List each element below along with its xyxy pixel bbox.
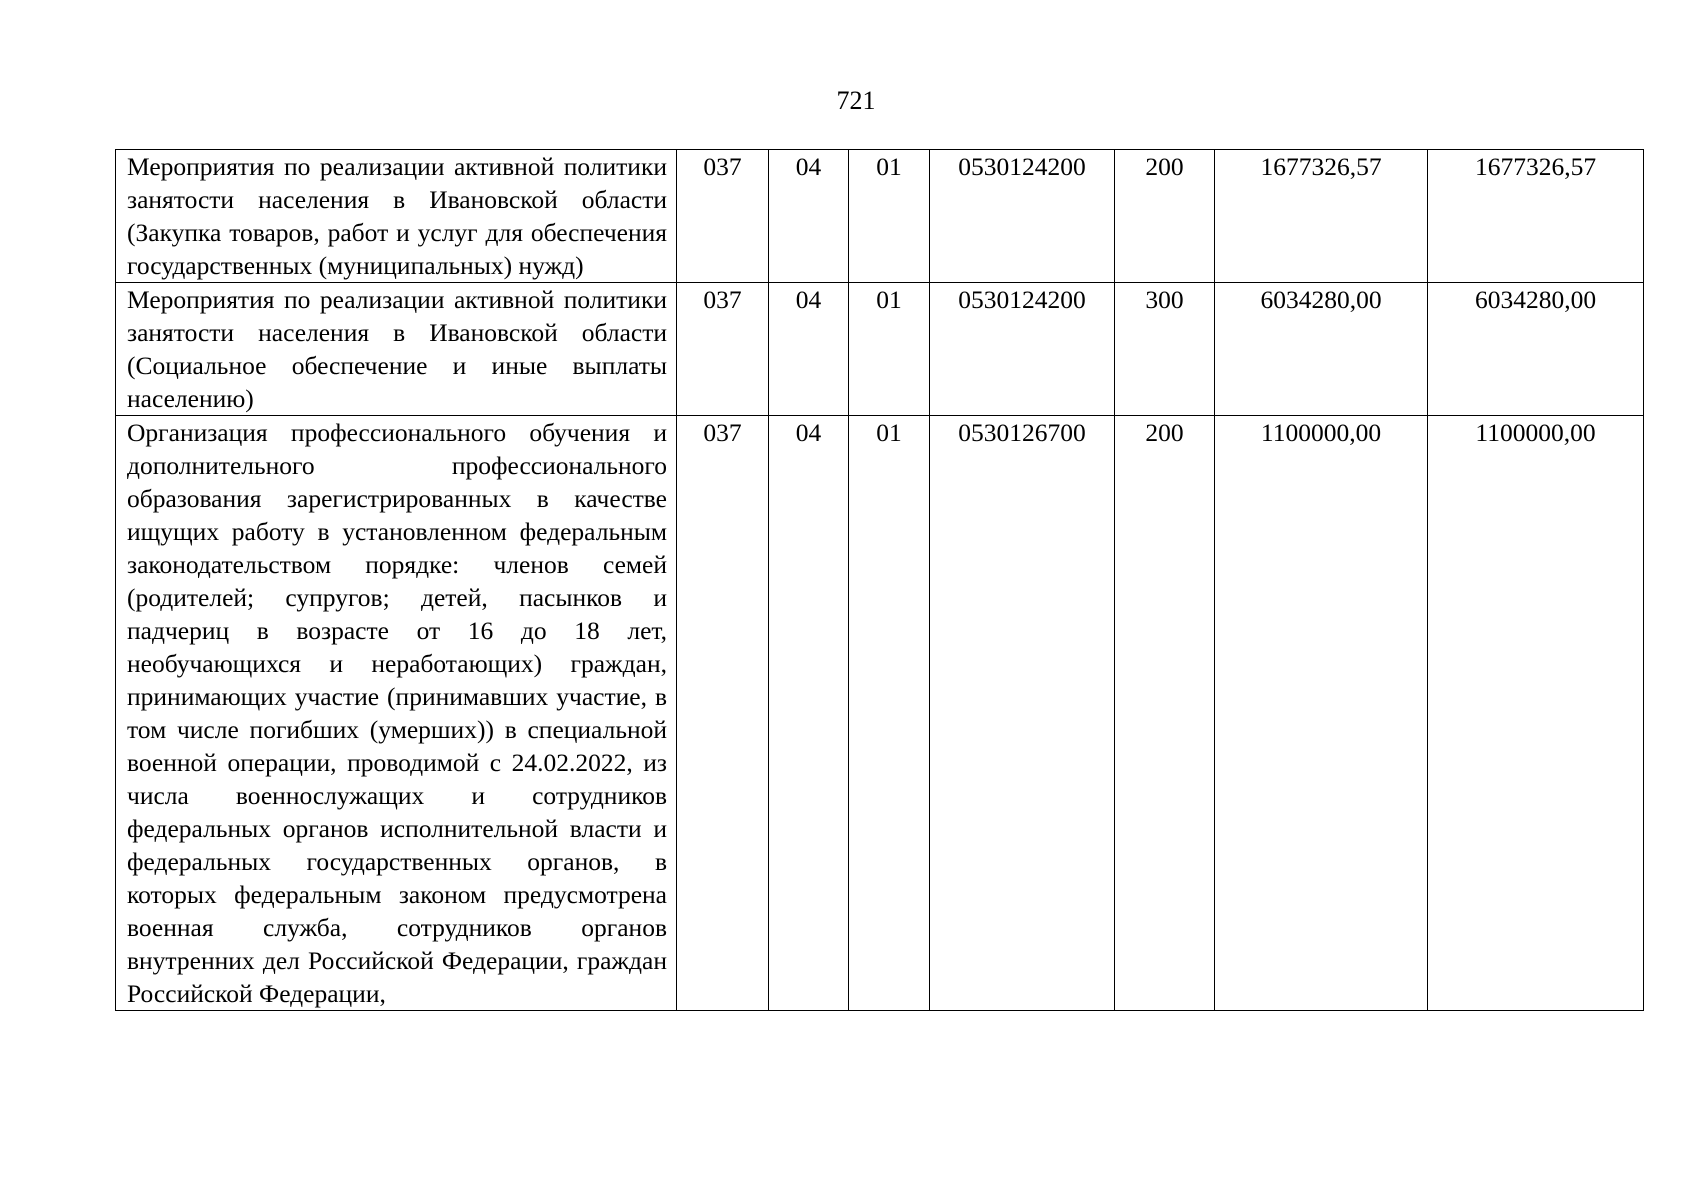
section-code: 04 xyxy=(769,150,849,283)
target-article-code: 0530126700 xyxy=(930,416,1115,1011)
table-row xyxy=(116,150,1644,283)
row-description: Мероприятия по реализации активной политики занятости населения в Ивановской области (Социальное обеспечение и иные выплаты населению) xyxy=(116,283,677,416)
ministry-code: 037 xyxy=(677,283,769,416)
ministry-code: 037 xyxy=(677,150,769,283)
table-row xyxy=(116,416,1644,1011)
amount-1: 6034280,00 xyxy=(1215,283,1428,416)
expense-type-code: 200 xyxy=(1115,150,1215,283)
row-description: Организация профессионального обучения и дополнительного профессионального образования зарегистрированных в качестве ищущих работу в установленном федеральным законодательством порядке: членов семей (родителей; супругов; детей, пасынков и падчериц в возрасте от 16 до 18 лет, необучающихся и неработающих) граждан, принимающих участие (принимавших участие, в том числе погибших (умерших)) в специальной военной операции, проводимой с 24.02.2022, из числа военнослужащих и сотрудников федеральных органов исполнительной власти и федеральных государственных органов, в которых федеральным законом предусмотрена военная служба, сотрудников органов внутренних дел Российской Федерации, граждан Российской Федерации, xyxy=(116,416,677,1011)
section-code: 04 xyxy=(769,283,849,416)
expense-type-code: 200 xyxy=(1115,416,1215,1011)
amount-2: 1100000,00 xyxy=(1428,416,1644,1011)
budget-table xyxy=(115,149,1644,1011)
section-code: 04 xyxy=(769,416,849,1011)
expense-type-code: 300 xyxy=(1115,283,1215,416)
table-row xyxy=(116,283,1644,416)
amount-2: 1677326,57 xyxy=(1428,150,1644,283)
amount-2: 6034280,00 xyxy=(1428,283,1644,416)
target-article-code: 0530124200 xyxy=(930,283,1115,416)
subsection-code: 01 xyxy=(849,416,930,1011)
page-number: 721 xyxy=(836,86,876,115)
amount-1: 1677326,57 xyxy=(1215,150,1428,283)
ministry-code: 037 xyxy=(677,416,769,1011)
subsection-code: 01 xyxy=(849,283,930,416)
target-article-code: 0530124200 xyxy=(930,150,1115,283)
subsection-code: 01 xyxy=(849,150,930,283)
amount-1: 1100000,00 xyxy=(1215,416,1428,1011)
row-description: Мероприятия по реализации активной политики занятости населения в Ивановской области (Закупка товаров, работ и услуг для обеспечения государственных (муниципальных) нужд) xyxy=(116,150,677,283)
